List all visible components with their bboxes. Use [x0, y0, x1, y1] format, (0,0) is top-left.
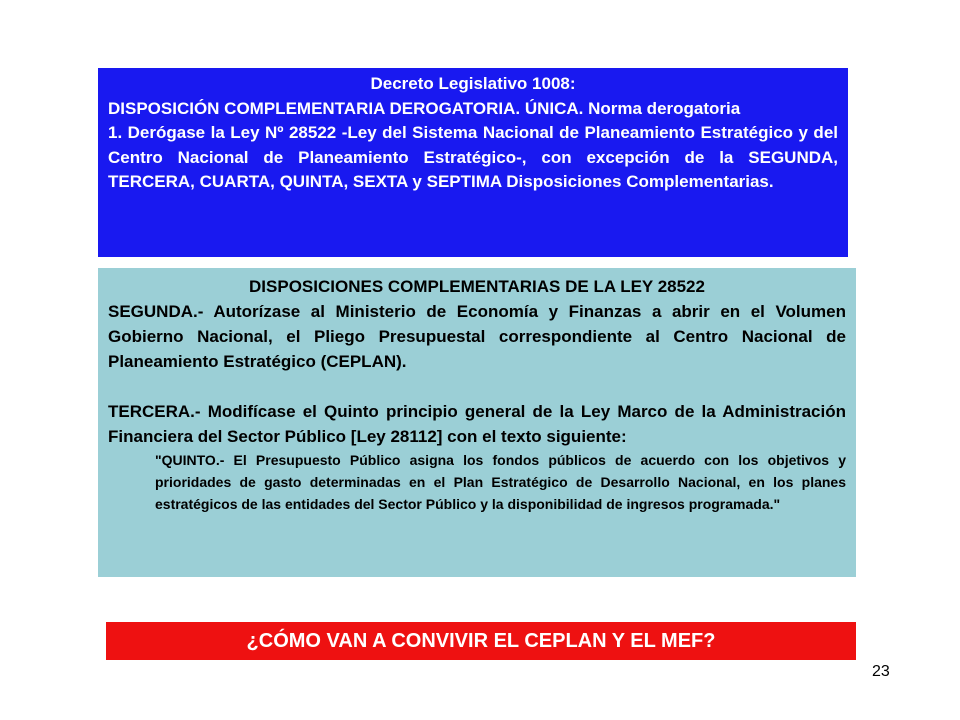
decree-body: 1. Derógase la Ley Nº 28522 -Ley del Sistema Nacional de Planeamiento Estratégico y del Centro Nacional de Planeamiento Estratégico-, con excepción de la SEGUNDA, TERCERA, CUARTA, QUINTA, SEXTA y SEPTIMA Disposiciones Complementarias.: [108, 123, 838, 191]
decree-box: [98, 68, 848, 257]
decree-heading: DISPOSICIÓN COMPLEMENTARIA DEROGATORIA. ÚNICA. Norma derogatoria: [108, 98, 741, 118]
provision-tercera: TERCERA.- Modifícase el Quinto principio general de la Ley Marco de la Administración Financiera del Sector Público [Ley 28112] con el texto siguiente:: [108, 402, 846, 446]
page-number: 23: [872, 663, 890, 680]
provision-quote: "QUINTO.- El Presupuesto Público asigna los fondos públicos de acuerdo con los objetivos y prioridades de gasto determinadas en el Plan Estratégico de Desarrollo Nacional, en los planes estratégicos de las entidades del Sector Público y la disponibilidad de ingresos programada.": [155, 452, 846, 512]
complementary-provisions-box: [98, 268, 856, 577]
question-banner: ¿CÓMO VAN A CONVIVIR EL CEPLAN Y EL MEF?: [106, 622, 856, 660]
decree-title: Decreto Legislativo 1008:: [370, 74, 576, 93]
provision-segunda: SEGUNDA.- Autorízase al Ministerio de Economía y Finanzas a abrir en el Volumen Gobierno Nacional, el Pliego Presupuestal correspondiente al Centro Nacional de Planeamiento Estratégico (CEPLAN).: [108, 302, 846, 371]
paragraph-spacer: [108, 374, 846, 399]
provisions-title: DISPOSICIONES COMPLEMENTARIAS DE LA LEY 28522: [249, 277, 705, 296]
